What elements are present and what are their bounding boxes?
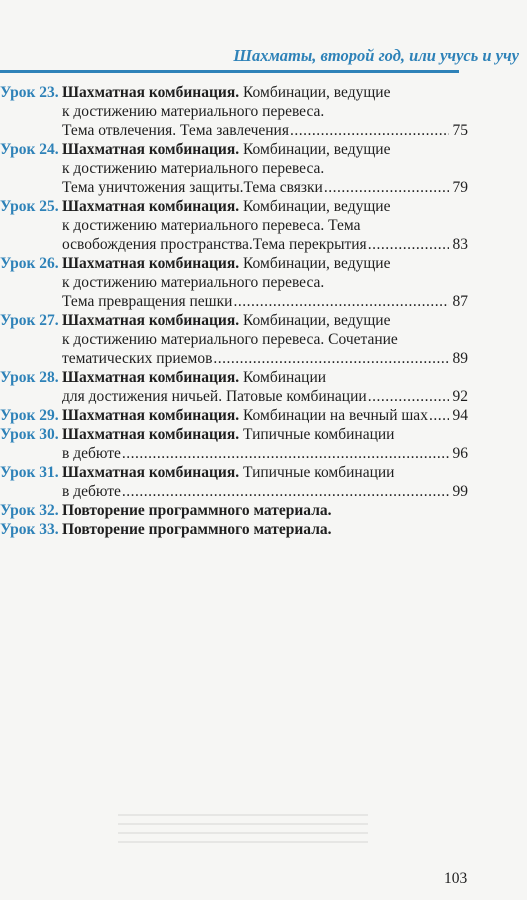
lesson-title-line [62, 425, 394, 444]
toc-line [0, 178, 470, 197]
lesson-title-line [62, 406, 428, 425]
dot-leader [290, 121, 449, 140]
toc-entry-lesson-29[interactable] [0, 406, 470, 425]
lesson-label: Урок 24. [0, 141, 59, 158]
lesson-subtitle: Типичные комбинации [242, 426, 395, 443]
page-ref[interactable]: 89 [452, 350, 468, 367]
lesson-title-line [62, 368, 326, 387]
table-of-contents [0, 83, 470, 539]
toc-line [0, 216, 470, 235]
lesson-title-line [62, 197, 390, 216]
lesson-subtitle: Комбинации, ведущие [242, 84, 391, 101]
toc-entry-lesson-28[interactable] [0, 368, 470, 406]
toc-line [0, 121, 470, 140]
lesson-title: Шахматная комбинация. [62, 312, 240, 329]
lesson-label: Урок 29. [0, 407, 59, 424]
lesson-subtitle: Комбинации на вечный шах [242, 407, 428, 424]
toc-line [0, 406, 470, 425]
page-ref[interactable]: 79 [452, 179, 468, 196]
toc-entry-lesson-27[interactable] [0, 311, 470, 368]
toc-entry-lesson-23[interactable] [0, 83, 470, 140]
lesson-description: для достижения ничьей. Патовые комбинации [62, 388, 367, 405]
toc-line [0, 425, 470, 444]
toc-entry-lesson-32[interactable] [0, 501, 470, 520]
toc-line [0, 102, 470, 121]
page-ref[interactable]: 75 [452, 122, 468, 139]
dot-leader [324, 178, 449, 197]
lesson-description: тематических приемов [62, 350, 213, 367]
lesson-label: Урок 31. [0, 464, 59, 481]
dot-leader [122, 444, 449, 463]
dot-leader [368, 235, 449, 254]
lesson-label: Урок 32. [0, 502, 59, 519]
lesson-title-line [62, 311, 390, 330]
lesson-title: Шахматная комбинация. [62, 255, 240, 272]
dot-leader [368, 387, 449, 406]
lesson-title: Шахматная комбинация. [62, 407, 240, 424]
lesson-label: Урок 23. [0, 84, 59, 101]
toc-line [0, 368, 470, 387]
lesson-title: Шахматная комбинация. [62, 464, 240, 481]
toc-entry-lesson-31[interactable] [0, 463, 470, 501]
toc-line [0, 273, 470, 292]
lesson-description: в дебюте [62, 483, 121, 500]
page-ref[interactable]: 92 [452, 388, 468, 405]
lesson-description: к достижению материального перевеса. [62, 103, 325, 120]
dot-leader [233, 292, 448, 311]
toc-line [0, 254, 470, 273]
lesson-description: к достижению материального перевеса. [62, 274, 325, 291]
toc-line [0, 349, 470, 368]
lesson-description: Тема отвлечения. Тема завлечения [62, 122, 289, 139]
dot-leader [429, 406, 449, 425]
lesson-subtitle: Комбинации, ведущие [242, 255, 391, 272]
page-ref[interactable]: 96 [452, 445, 468, 462]
toc-line [0, 501, 470, 520]
show-through-text [118, 814, 368, 854]
lesson-title: Шахматная комбинация. [62, 141, 240, 158]
lesson-title: Шахматная комбинация. [62, 369, 240, 386]
toc-line [0, 292, 470, 311]
toc-line [0, 387, 470, 406]
lesson-description: к достижению материального перевеса. Тема [62, 217, 361, 234]
toc-entry-lesson-26[interactable] [0, 254, 470, 311]
toc-line [0, 520, 470, 539]
lesson-title: Повторение программного материала. [62, 502, 332, 519]
toc-line [0, 83, 470, 102]
dot-leader [213, 349, 448, 368]
lesson-title: Шахматная комбинация. [62, 426, 240, 443]
page-ref[interactable]: 83 [452, 236, 468, 253]
lesson-label: Урок 25. [0, 198, 59, 215]
lesson-title-line [62, 83, 390, 102]
header-rule [0, 70, 459, 73]
lesson-title-line [62, 140, 390, 159]
lesson-description: Тема уничтожения защиты.Тема связки [62, 179, 323, 196]
lesson-subtitle: Комбинации, ведущие [242, 141, 391, 158]
lesson-label: Урок 33. [0, 521, 59, 538]
lesson-description: к достижению материального перевеса. [62, 160, 325, 177]
lesson-subtitle: Комбинации [242, 369, 327, 386]
lesson-subtitle: Типичные комбинации [242, 464, 395, 481]
lesson-title-line [62, 463, 394, 482]
page-ref[interactable]: 87 [452, 293, 468, 310]
toc-entry-lesson-24[interactable] [0, 140, 470, 197]
lesson-subtitle: Комбинации, ведущие [242, 312, 391, 329]
lesson-title: Шахматная комбинация. [62, 84, 240, 101]
toc-line [0, 159, 470, 178]
lesson-subtitle: Комбинации, ведущие [242, 198, 391, 215]
toc-entry-lesson-30[interactable] [0, 425, 470, 463]
lesson-title: Шахматная комбинация. [62, 198, 240, 215]
lesson-label: Урок 26. [0, 255, 59, 272]
lesson-description: в дебюте [62, 445, 121, 462]
toc-line [0, 444, 470, 463]
lesson-title-line [62, 254, 390, 273]
toc-line [0, 330, 470, 349]
lesson-description: Тема превращения пешки [62, 293, 233, 310]
toc-line [0, 482, 470, 501]
page-ref[interactable]: 94 [452, 407, 468, 424]
toc-line [0, 140, 470, 159]
toc-entry-lesson-33[interactable] [0, 520, 470, 539]
toc-line [0, 235, 470, 254]
toc-entry-lesson-25[interactable] [0, 197, 470, 254]
toc-line [0, 311, 470, 330]
lesson-description: освобождения пространства.Тема перекрытия [62, 236, 367, 253]
lesson-label: Урок 30. [0, 426, 59, 443]
running-header-title: Шахматы, второй год, или учусь и учу [233, 46, 519, 65]
page-ref[interactable]: 99 [452, 483, 468, 500]
toc-line [0, 197, 470, 216]
lesson-description: к достижению материального перевеса. Сочетание [62, 331, 398, 348]
page-number: 103 [444, 870, 468, 887]
lesson-title: Повторение программного материала. [62, 521, 332, 538]
lesson-label: Урок 28. [0, 369, 59, 386]
lesson-label: Урок 27. [0, 312, 59, 329]
toc-line [0, 463, 470, 482]
dot-leader [122, 482, 449, 501]
